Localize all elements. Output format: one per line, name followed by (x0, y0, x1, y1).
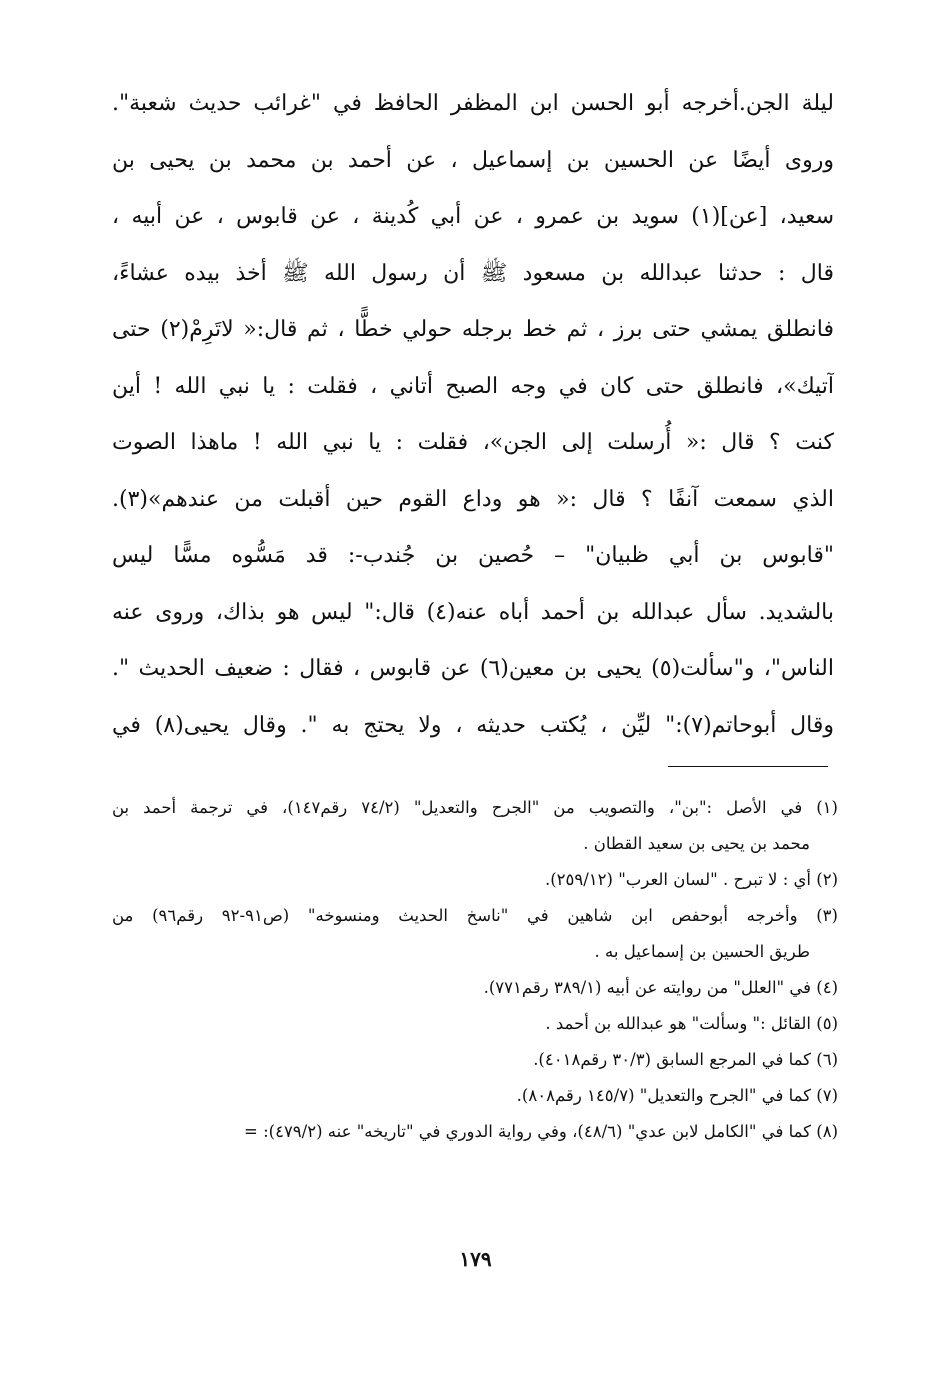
body-line: سعيد، [عن](١) سويد بن عمرو ، عن أبي كُدينة ، عن قابوس ، عن أبيه ، (112, 204, 834, 229)
footnote-3-continuation: طريق الحسين بن إسماعيل به . (594, 942, 810, 961)
body-line: ليلة الجن.أخرجه أبو الحسن ابن المظفر الحافظ في "غرائب حديث شعبة". (112, 91, 834, 116)
footnote-1: (١) في الأصل :"بن"، والتصويب من "الجرح والتعديل" (٧٤/٢ رقم١٤٧)، في ترجمة أحمد بن (112, 798, 838, 817)
body-line: "قابوس بن أبي ظبيان" – حُصين بن جُندب-: قد مَسُّوه مسًّا ليس (112, 543, 834, 568)
footnote-4: (٤) في "العلل" من روايته عن أبيه (٣٨٩/١ رقم٧٧١). (483, 978, 838, 997)
page-number: ١٧٩ (459, 1247, 492, 1271)
body-line: كنت ؟ قال :« أُرسلت إلى الجن»، فقلت : يا نبي الله ! ماهذا الصوت (112, 430, 834, 455)
footnote-3: (٣) وأخرجه أبوحفص ابن شاهين في "ناسخ الحديث ومنسوخه" (ص٩١-٩٢ رقم٩٦) من (112, 906, 838, 925)
body-line: فانطلق يمشي حتى برز ، ثم خط برجله حولي خطًّا ، ثم قال:« لاتَرِمْ(٢) حتى (112, 317, 834, 342)
body-line: آتيك»، فانطلق حتى كان في وجه الصبح أتاني ، فقلت : يا نبي الله ! أين (112, 373, 834, 399)
main-body-text (112, 76, 834, 754)
footnote-7: (٧) كما في "الجرح والتعديل" (١٤٥/٧ رقم٨٠٨). (516, 1086, 838, 1105)
body-line: وروى أيضًا عن الحسين بن إسماعيل ، عن أحمد بن محمد بن يحيى بن (112, 147, 834, 173)
body-line: بالشديد. سأل عبدالله بن أحمد أباه عنه(٤) قال:" ليس هو بذاك، وروى عنه (112, 599, 834, 625)
footnote-2: (٢) أي : لا تبرح . "لسان العرب" (٢٥٩/١٢). (544, 870, 838, 889)
footnote-1-continuation: محمد بن يحيى بن سعيد القطان . (583, 834, 810, 853)
footnote-5: (٥) القائل :" وسألت" هو عبدالله بن أحمد . (545, 1014, 838, 1033)
body-line: قال : حدثنا عبدالله بن مسعود ﷺ أن رسول الله ﷺ أخذ بيده عشاءً، (112, 260, 834, 286)
footnotes-section (112, 790, 838, 1150)
body-line: الناس"، و"سألت(٥) يحيى بن معين(٦) عن قابوس ، فقال : ضعيف الحديث ". (112, 656, 834, 681)
body-line: وقال أبوحاتم(٧):" ليِّن ، يُكتب حديثه ، ولا يحتج به ". وقال يحيى(٨) في (112, 712, 834, 738)
body-line: الذي سمعت آنفًا ؟ قال :« هو وداع القوم حين أقبلت من عندهم»(٣). (112, 486, 834, 512)
footnote-8: (٨) كما في "الكامل لابن عدي" (٤٨/٦)، وفي رواية الدوري في "تاريخه" عنه (٤٧٩/٢): = (244, 1122, 838, 1141)
footnote-6: (٦) كما في المرجع السابق (٣٠/٣ رقم٤٠١٨). (533, 1050, 838, 1069)
footnote-divider (668, 766, 828, 767)
